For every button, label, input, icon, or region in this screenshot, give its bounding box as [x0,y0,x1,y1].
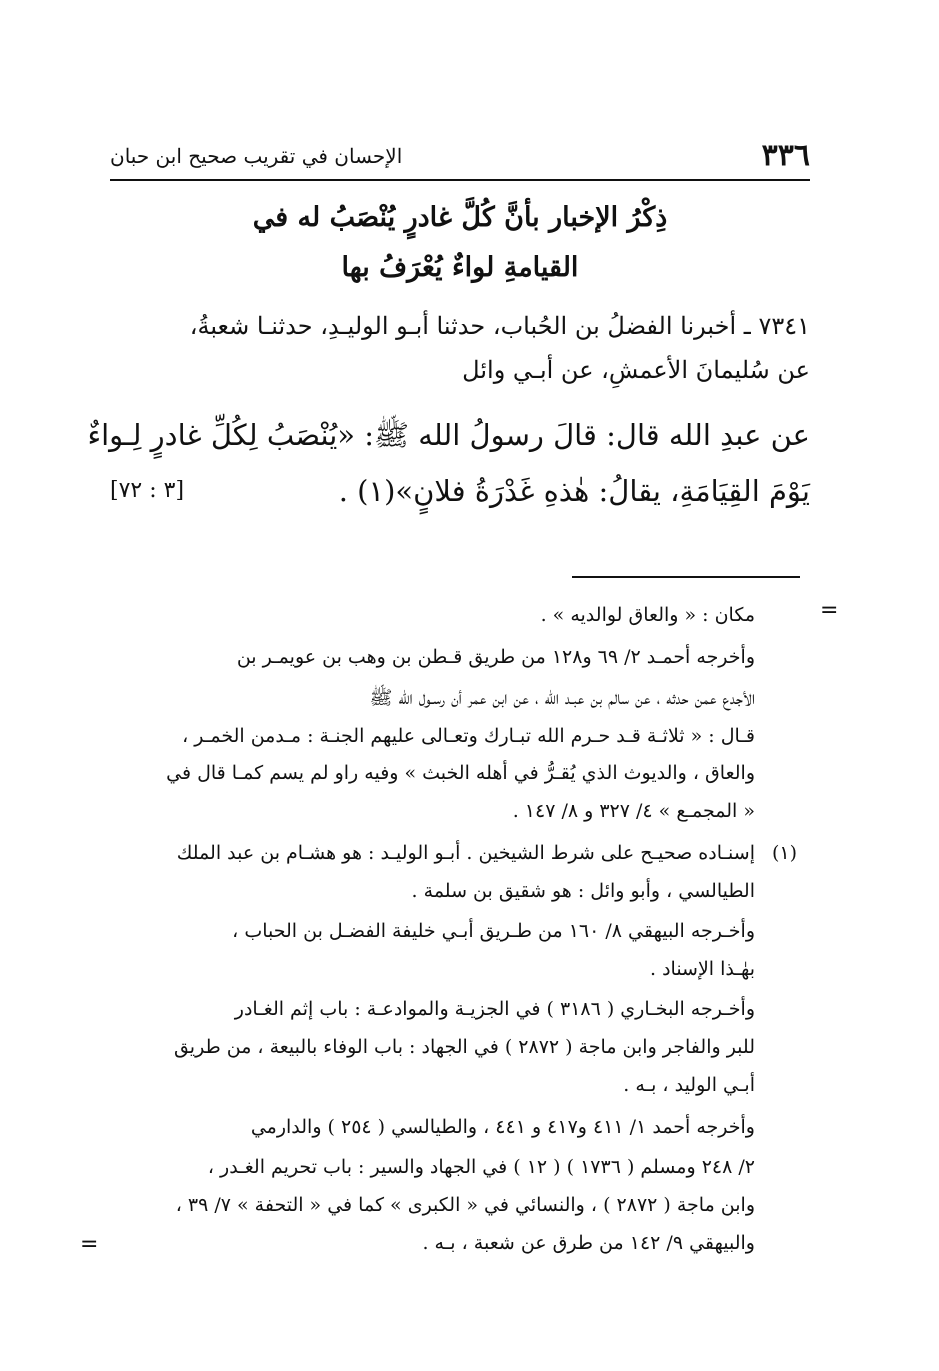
page-header [110,138,810,178]
chapter-heading-line-2: القيامةِ لواءٌ يُعْرَفُ بها [341,252,579,283]
footnote-line: وأخـرجه البيهقي ٨/ ١٦٠ من طـريق أبـي خليفة الفضـل بن الحباب ، [232,920,755,942]
footnote-line: قـال : « ثلاثـة قـد حـرم الله تبـارك وتعـالى عليهم الجنـة : مـدمن الخمـر ، [182,725,755,747]
continuation-mark-top: = [820,598,839,623]
matn-line-1: عن عبدِ الله قال: قالَ رسولُ الله ﷺ: «يُنْصَبُ لِكُلِّ غادرٍ لِـواءٌ [87,418,810,452]
isnad-line-1: ٧٣٤١ ـ أخبرنا الفضلُ بن الحُباب، حدثنا أبـو الوليـدِ، حدثنـا شعبةُ، [189,312,810,340]
footnote-line: وأخـرجه البخـاري ( ٣١٨٦ ) في الجزيـة والموادعـة : باب إثم الغـادر [234,998,755,1020]
footnote-line: « المجمـع » ٤/ ٣٢٧ و ٨/ ١٤٧ . [512,800,755,822]
isnad-line-2: عن سُليمانَ الأعمشِ، عن أبـي وائل [462,356,810,384]
continuation-mark-bottom: = [80,1232,99,1257]
footnote-line: مكان : « والعاق لوالديه » . [540,604,755,626]
footnote-line: وأخرجه أحمـد ٢/ ٦٩ و١٢٨ من طريق قـطن بن وهب بن عويمـر بن [236,646,755,668]
footnote-number: (١) [772,842,798,864]
cross-reference: [٣ : ٧٢] [110,478,185,503]
footnote-line: بهٰـذا الإسناد . [649,958,755,980]
footnote-line: أبـي الوليد ، بـه . [623,1074,755,1096]
running-title: الإحسان في تقريب صحيح ابن حبان [110,144,403,168]
footnote-rule [572,576,800,578]
footnote-line: والبيهقي ٩/ ١٤٢ من طرق عن شعبة ، بـه . [422,1232,755,1254]
footnote-line: الطيالسي ، وأبو وائل : هو شقيق بن سلمة . [411,880,755,902]
chapter-heading-line-1: ذِكْرُ الإخبار بأنَّ كُلَّ غادرٍ يُنْصَبُ له في [252,202,668,233]
footnote-line: ٢/ ٢٤٨ ومسلم ( ١٧٣٦ ) ( ١٢ ) في الجهاد والسير : باب تحريم الغـدر ، [207,1156,755,1178]
footnote-line: الأجدع عمن حدثه ، عن سالم بن عبـد الله ، عن ابن عمر أن رسـول الله ﷺ [369,687,755,709]
footnote-line: إسنـاده صحيـح على شرط الشيخين . أبـو الوليـد : هو هشـام بن عبد الملك [176,842,755,864]
footnote-line: وأخرجه أحمد ١/ ٤١١ و٤١٧ و ٤٤١ ، والطيالسي ( ٢٥٤ ) والدارمي [250,1116,755,1138]
page-number: ٣٣٦ [761,138,810,173]
footnote-line: وابن ماجة ( ٢٨٧٢ ) ، والنسائي في « الكبرى » كما في « التحفة » ٧/ ٣٩ ، [175,1194,755,1216]
header-rule [110,179,810,181]
footnote-line: والعاق ، والديوث الذي يُقـرُّ في أهله الخبث » وفيه راو لم يسم كمـا قال في [166,762,755,784]
matn-line-2: يَوْمَ القِيَامَةِ، يقالُ: هٰذهِ غَدْرَةُ فلانٍ»(١) . [338,474,810,508]
footnote-line: للبر والفاجر وابن ماجة ( ٢٨٧٢ ) في الجهاد : باب الوفاء بالبيعة ، من طريق [173,1036,755,1058]
